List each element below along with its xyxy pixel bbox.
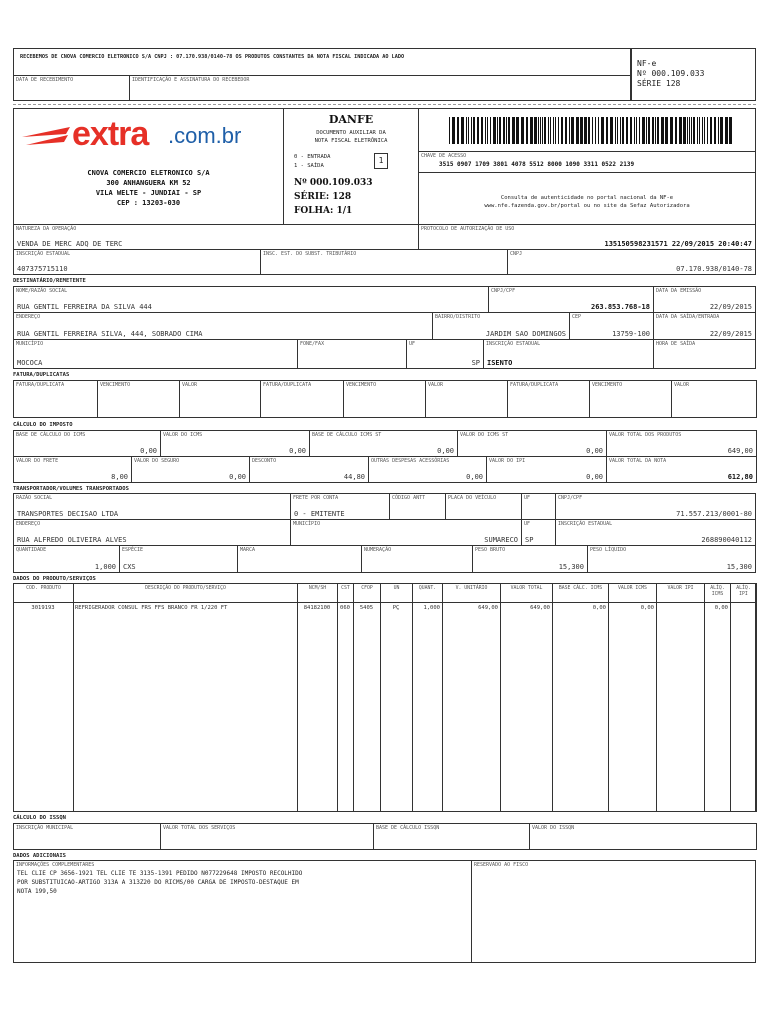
barcode-bar [661,117,664,144]
issuer-cep: CEP : 13203-030 [116,199,181,207]
invoice-cell [671,380,757,418]
invoice-cell [260,380,344,418]
logo [20,115,280,155]
product-col-header: VALOR ICMS [608,583,657,603]
transport-freight-field: FRETE POR CONTA 0 - EMITENTE [290,493,390,520]
additional-section: DADOS ADICIONAIS [13,853,66,859]
barcode-bar [538,117,539,144]
invoice-cell-label: FATURA/DUPLICATA [263,382,312,388]
barcode-bar [617,117,618,144]
barcode-bar [657,117,659,144]
danfe-subtitle2: NOTA FISCAL ELETRÔNICA [314,138,388,144]
barcode-bar [490,117,491,144]
barcode-bar [576,117,579,144]
tax-cell-label: VALOR DO ICMS [163,432,203,438]
product-col [412,602,443,812]
barcode-bar [580,117,583,144]
transport-city-field: MUNICÍPIO SUMARECO [290,519,522,546]
ie-field: INSCRIÇÃO ESTADUAL 407375715110 [13,249,261,275]
receipt-series: SÉRIE 128 [637,79,681,88]
barcode-bar [652,117,654,144]
issuer-cnpj-field: CNPJ 07.170.938/0140-78 [507,249,756,275]
issuer-box [13,108,284,225]
barcode-bar [670,117,673,144]
barcode-bar [626,117,628,144]
recipient-name-field: NOME/RAZÃO SOCIAL RUA GENTIL FERREIRA DA SILVA 444 [13,286,489,313]
logo-extra: extra [72,115,149,153]
barcode-bar [506,117,507,144]
product-cell: 649,00 [530,605,550,611]
transport-cnpj-field: CNPJ/CPF 71.557.213/0001-80 [555,493,756,520]
barcode-bar [461,117,464,144]
barcode-bar [497,117,498,144]
barcode-bar [516,117,519,144]
fisco-box: RESERVADO AO FISCO [471,860,756,963]
transport-uf-field: UF [521,493,556,520]
transport-brand-field: MARCA [237,545,362,573]
barcode-bar [487,117,488,144]
danfe-folha: FOLHA: 1/1 [294,206,353,216]
issqn-cell [373,823,530,850]
product-col-header: NCM/SH [297,583,338,603]
barcode-bar [598,117,599,144]
additional-line1: TEL CLIE CP 3656-1921 TEL CLIE TE 3135-1391 PEDIDO N077229648 IMPOSTO RECOLHIDO [17,870,303,877]
product-col [552,602,609,812]
tax-cell-label: BASE DE CÁLCULO ICMS ST [312,432,382,438]
barcode-bar [468,117,469,144]
barcode-bar [553,117,554,144]
product-cell: 0,00 [714,605,728,611]
barcode-bar [707,117,708,144]
barcode-bar [481,117,483,144]
products-section: DADOS DO PRODUTO/SERVIÇOS [13,576,96,582]
invoice-cell-label: VALOR [674,382,690,388]
consult-box [418,172,756,225]
product-col [608,602,657,812]
barcode-bar [675,117,677,144]
product-col [297,602,338,812]
barcode-bar [542,117,543,144]
danfe-subtitle1: DOCUMENTO AUXILIAR DA [316,130,386,136]
tax-cell [309,430,458,457]
recipient-emission-field: DATA DA EMISSÃO 22/09/2015 [653,286,756,313]
product-col [500,602,553,812]
barcode-bar [655,117,656,144]
tax-cell [368,456,487,483]
barcode-bar [646,117,647,144]
barcode-bar [485,117,486,144]
recipient-section: DESTINATÁRIO/REMETENTE [13,278,86,284]
transport-ie-field: INSCRIÇÃO ESTADUAL 268890040112 [555,519,756,546]
product-col-header: UN [380,583,413,603]
product-col-header: ALÍQ. IPI [730,583,757,603]
protocol-field: PROTOCOLO DE AUTORIZAÇÃO DE USO 135150598231571 22/09/2015 20:40:47 [418,224,756,250]
product-col [730,602,757,812]
product-cell: 1,000 [423,605,440,611]
invoice-section: FATURA/DUPLICATAS [13,372,70,378]
product-col [13,602,74,812]
invoice-cell [507,380,590,418]
barcode-box [418,108,756,152]
invoice-cell [589,380,672,418]
tax-cell [13,456,132,483]
barcode-bar [493,117,496,144]
barcode-bar [530,117,533,144]
product-cell: 0,00 [640,605,654,611]
barcode-bar [592,117,593,144]
tax-cell [457,430,607,457]
additional-info-box: INFORMAÇÕES COMPLEMENTARES TEL CLIE CP 3656-1921 TEL CLIE TE 3135-1391 PEDIDO N077229648 IMPOSTO RECOLHIDO POR SUBSTITUICAO-ARTIGO 313A A 313Z20 DO RICMS/00 CARGA DE IMPOSTO-DESTAQUE EM NOTA 199,50 [13,860,472,963]
issqn-cell-label: BASE DE CÁLCULO ISSQN [376,825,440,831]
tax-cell-label: BASE DE CÁLCULO DO ICMS [16,432,86,438]
barcode-bar [534,117,537,144]
logo-suffix: .com.br [168,123,242,148]
barcode-bar [639,117,640,144]
issuer-address: 300 ANHANGUERA KM 52 [106,179,191,187]
barcode-bar [725,117,728,144]
tax-cell-value: 0,00 [586,447,603,455]
product-col-header: CST [337,583,354,603]
product-cell: 0,00 [592,605,606,611]
tax-cell-label: VALOR DO ICMS ST [460,432,509,438]
invoice-cell [97,380,180,418]
barcode-bar [550,117,551,144]
barcode-bar [642,117,645,144]
additional-line2: POR SUBSTITUICAO-ARTIGO 313A A 313Z20 DO RICMS/00 CARGA DE IMPOSTO-DESTAQUE EM [17,879,299,886]
barcode-bar [471,117,472,144]
invoice-cell [425,380,508,418]
issqn-section: CÁLCULO DO ISSQN [13,815,66,821]
product-col [353,602,381,812]
barcode-bar [466,117,467,144]
tax-cell-label: VALOR TOTAL DOS PRODUTOS [609,432,682,438]
product-cell: 84182100 [303,605,331,611]
barcode-bar [606,117,608,144]
tax-cell-value: 0,00 [586,473,603,481]
tax-cell [160,430,310,457]
barcode-bar [452,117,455,144]
recipient-exit-field: DATA DA SAÍDA/ENTRADA 22/09/2015 [653,312,756,340]
barcode-bar [710,117,712,144]
product-col-header: DESCRIÇÃO DO PRODUTO/SERVIÇO [73,583,298,603]
barcode-bar [687,117,688,144]
danfe-number: Nº 000.109.033 [294,178,373,188]
tax-section: CÁLCULO DO IMPOSTO [13,422,73,428]
recipient-cep-field: CEP 13759-100 [569,312,654,340]
barcode-bar [704,117,705,144]
tax-cell-value: 0,00 [140,447,157,455]
transport-gross-field: PESO BRUTO 15,300 [472,545,588,573]
tax-cell-value: 649,00 [727,447,753,455]
product-col [442,602,501,812]
invoice-cell-label: FATURA/DUPLICATA [510,382,559,388]
barcode-bar [540,117,541,144]
barcode-bar [622,117,624,144]
access-key-box: CHAVE DE ACESSO 3515 0907 1709 3801 4078 5512 8000 1090 3311 0522 2139 [418,151,756,173]
barcode-bar [588,117,590,144]
barcode-bar [499,117,501,144]
consult-line1: Consulta de autenticidade no portal nacional da NF-e [500,195,674,201]
extra-swoosh-icon [20,123,72,149]
barcode-bar [683,117,686,144]
barcode-bar [569,117,570,144]
barcode-bar [503,117,505,144]
tax-cell [606,430,757,457]
danfe-title: DANFE [328,113,374,126]
recipient-doc-field: CNPJ/CPF 263.853.768-18 [488,286,654,313]
invoice-cell-label: VENCIMENTO [100,382,131,388]
product-col-header: CFOP [353,583,381,603]
issqn-cell-label: VALOR TOTAL DOS SERVIÇOS [163,825,236,831]
invoice-cell-label: VENCIMENTO [346,382,377,388]
access-key: 3515 0907 1709 3801 4078 5512 8000 1090 3311 0522 2139 [439,161,635,168]
tax-cell-label: OUTRAS DESPESAS ACESSÓRIAS [371,458,450,464]
barcode-bar [720,117,723,144]
transport-section: TRANSPORTADOR/VOLUMES TRANSPORTADOS [13,486,129,492]
receipt-text: RECEBEMOS DE CNOVA COMERCIO ELETRONICO S/A CNPJ : 07.170.938/0140-78 OS PRODUTOS CONSTANTES DA NOTA FISCAL INDICADA AO LADO [20,54,405,60]
issqn-cell [160,823,374,850]
tax-cell-value: 0,00 [437,447,454,455]
barcode-bar [544,117,546,144]
receipt-nfe-box [630,48,756,101]
recipient-district-field: BAIRRO/DISTRITO JARDIM SAO DOMINGOS [432,312,570,340]
cut-line [13,104,756,105]
invoice-cell [179,380,261,418]
barcode-bar [457,117,459,144]
barcode-bar [601,117,604,144]
tax-cell [606,456,757,483]
recipient-city-field: MUNICÍPIO MOCOCA [13,339,298,369]
barcode-bar [679,117,682,144]
barcode-bar [718,117,719,144]
barcode-bar [521,117,524,144]
ie-st-field: INSC. EST. DO SUBST. TRIBUTÁRIO [260,249,508,275]
barcode-bar [571,117,574,144]
tax-cell [486,456,607,483]
barcode-bar [636,117,637,144]
transport-qty-field: QUANTIDADE 1,000 [13,545,120,573]
product-cell: PÇ [392,605,400,611]
barcode-bar [634,117,635,144]
barcode-bar [620,117,621,144]
barcode-bar [693,117,695,144]
product-col-header: COD. PRODUTO [13,583,74,603]
issuer-district: VILA WELTE - JUNDIAI - SP [95,189,202,197]
product-col [380,602,413,812]
tax-cell-value: 8,00 [111,473,128,481]
transport-antt-field: CÓDIGO ANTT [389,493,446,520]
transport-plate-field: PLACA DO VEÍCULO [445,493,522,520]
issqn-cell-label: INSCRIÇÃO MUNICIPAL [16,825,74,831]
barcode-bar [558,117,559,144]
nature-field: NATUREZA DA OPERAÇÃO VENDA DE MERC ADQ DE TERC [13,224,419,250]
invoice-cell-label: FATURA/DUPLICATA [16,382,65,388]
receipt-date-field[interactable]: DATA DE RECEBIMENTO [13,75,130,101]
barcode-bar [449,117,450,144]
transport-species-field: ESPÉCIE CXS [119,545,238,573]
product-col [73,602,298,812]
product-col-header: V. UNITÁRIO [442,583,501,603]
barcode-bar [714,117,716,144]
barcode-bar [691,117,692,144]
product-col [337,602,354,812]
product-cell: 060 [340,605,350,611]
tax-cell-label: VALOR DO SEGURO [134,458,180,464]
barcode-bar [729,117,732,144]
invoice-cell-label: VALOR [182,382,198,388]
tax-cell-label: VALOR DO IPI [489,458,526,464]
danfe-box [283,108,419,225]
issuer-name: CNOVA COMERCIO ELETRONICO S/A [87,169,210,177]
receipt-nfe: NF-e [637,59,657,68]
consult-line2: www.nfe.fazenda.gov.br/portal ou no site da Sefaz Autorizadora [484,203,690,209]
recipient-phone-field: FONE/FAX [297,339,407,369]
product-cell: 5405 [359,605,374,611]
product-col [704,602,731,812]
barcode-bar [473,117,475,144]
danfe-saida: 1 - SAÍDA [294,163,324,169]
product-col-header: QUANT. [412,583,443,603]
product-col-header: VALOR IPI [656,583,705,603]
danfe-type-box: 1 [374,153,388,169]
barcode-bar [526,117,528,144]
danfe-series: SÉRIE: 128 [294,192,352,202]
barcode-bar [665,117,668,144]
barcode-bar [702,117,703,144]
barcode-bar [584,117,587,144]
tax-cell [131,456,250,483]
product-col-header: BASE CÁLC. ICMS [552,583,609,603]
recipient-uf-field: UF SP [406,339,484,369]
barcode-bar [648,117,650,144]
product-cell: 3019193 [31,605,55,611]
recipient-time-field: HORA DE SAÍDA [653,339,756,369]
product-col [656,602,705,812]
barcode-bar [689,117,690,144]
barcode-bar [508,117,510,144]
transport-uf2-field: UF SP [521,519,556,546]
barcode-bar [477,117,479,144]
invoice-cell-label: VALOR [428,382,444,388]
product-cell: 649,00 [478,605,498,611]
danfe-entrada: 0 - ENTRADA [294,154,331,160]
recipient-ie-field: INSCRIÇÃO ESTADUAL ISENTO [483,339,654,369]
recipient-address-field: ENDEREÇO RUA GENTIL FERREIRA SILVA, 444, SOBRADO CIMA [13,312,433,340]
issqn-cell [13,823,161,850]
barcode-bar [697,117,698,144]
tax-cell-label: VALOR DO FRETE [16,458,59,464]
barcode-bar [555,117,556,144]
receipt-sign-field[interactable]: IDENTIFICAÇÃO E ASSINATURA DO RECEBEDOR [129,75,631,101]
tax-cell-value: 0,00 [466,473,483,481]
tax-cell-value: 0,00 [229,473,246,481]
tax-cell-value: 44,80 [343,473,365,481]
transport-numbering-field: NUMERAÇÃO [361,545,473,573]
invoice-cell [343,380,426,418]
product-cell: REFRIGERADOR CONSUL FRS FFS BRANCO FR 1/220 FT [75,605,228,611]
additional-line3: NOTA 199,50 [17,888,57,895]
barcode [449,117,731,144]
tax-cell-value: 0,00 [289,447,306,455]
barcode-bar [699,117,700,144]
tax-cell [249,456,369,483]
tax-cell [13,430,161,457]
invoice-cell-label: VENCIMENTO [592,382,623,388]
transport-net-field: PESO LÍQUIDO 15,300 [587,545,756,573]
barcode-bar [512,117,515,144]
barcode-bar [548,117,549,144]
barcode-bar [630,117,632,144]
barcode-bar [615,117,616,144]
transport-name-field: RAZÃO SOCIAL TRANSPORTES DECISAO LTDA [13,493,291,520]
transport-address-field: ENDEREÇO RUA ALFREDO OLIVEIRA ALVES [13,519,291,546]
receipt-number: Nº 000.109.033 [637,69,705,78]
barcode-bar [561,117,563,144]
issqn-cell [529,823,757,850]
product-col-header: ALÍQ. ICMS [704,583,731,603]
barcode-bar [610,117,613,144]
invoice-cell [13,380,98,418]
tax-cell-label: VALOR TOTAL DA NOTA [609,458,667,464]
tax-cell-label: DESCONTO [252,458,277,464]
product-col-header: VALOR TOTAL [500,583,553,603]
barcode-bar [595,117,596,144]
tax-cell-value: 612,80 [727,473,753,481]
barcode-bar [565,117,567,144]
issqn-cell-label: VALOR DO ISSQN [532,825,575,831]
